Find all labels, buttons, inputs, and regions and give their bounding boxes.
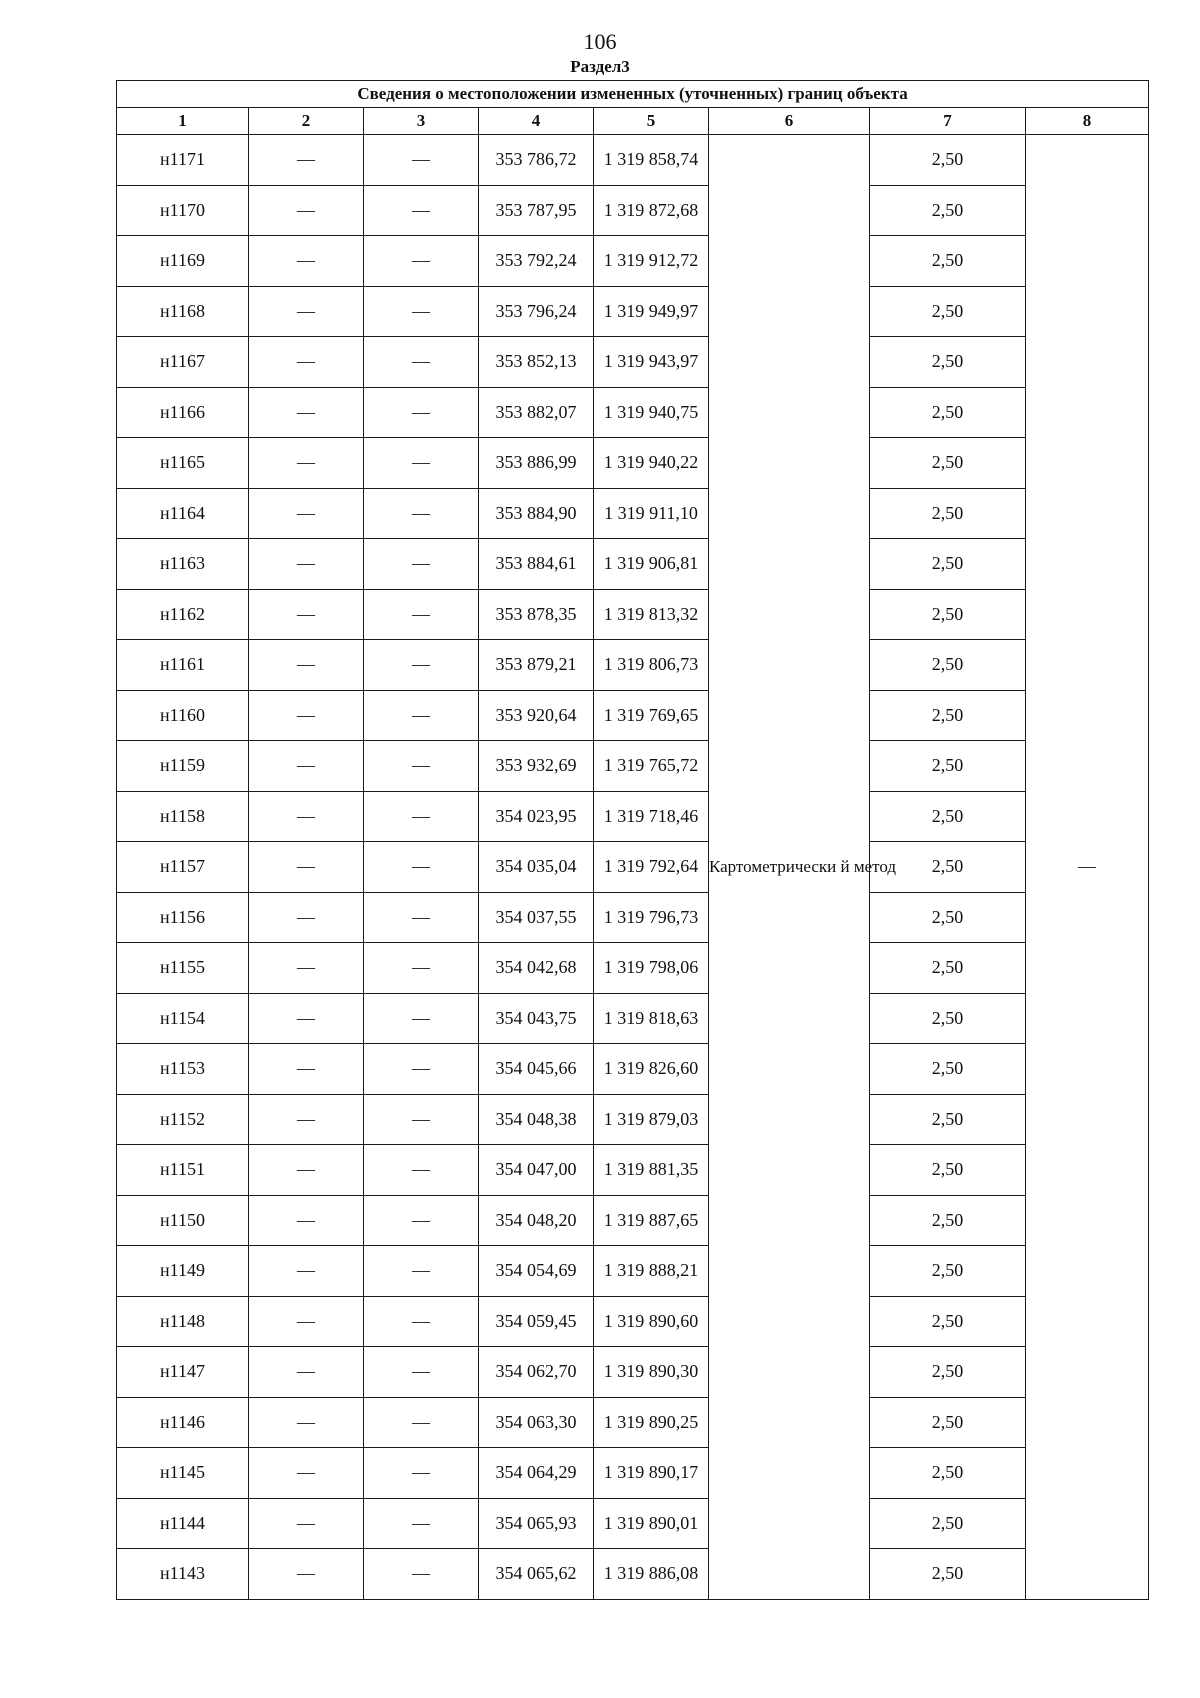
y-coordinate-cell: 1 319 890,60 — [594, 1296, 709, 1347]
column-2-cell: — — [249, 539, 364, 590]
column-3-cell: — — [364, 337, 479, 388]
accuracy-cell: 2,50 — [870, 1044, 1026, 1095]
y-coordinate-cell: 1 319 940,75 — [594, 387, 709, 438]
accuracy-cell: 2,50 — [870, 1145, 1026, 1196]
point-id-cell: н1168 — [117, 286, 249, 337]
accuracy-cell: 2,50 — [870, 387, 1026, 438]
y-coordinate-cell: 1 319 826,60 — [594, 1044, 709, 1095]
column-3-cell: — — [364, 993, 479, 1044]
column-3-cell: — — [364, 1296, 479, 1347]
table-row — [117, 135, 1149, 186]
point-id-cell: н1166 — [117, 387, 249, 438]
x-coordinate-cell: 353 920,64 — [479, 690, 594, 741]
table-row — [117, 1498, 1149, 1549]
table-row — [117, 741, 1149, 792]
x-coordinate-cell: 354 042,68 — [479, 943, 594, 994]
column-3-cell: — — [364, 943, 479, 994]
accuracy-cell: 2,50 — [870, 943, 1026, 994]
table-row — [117, 539, 1149, 590]
x-coordinate-cell: 353 792,24 — [479, 236, 594, 287]
column-2-cell: — — [249, 1145, 364, 1196]
point-id-cell: н1146 — [117, 1397, 249, 1448]
y-coordinate-cell: 1 319 718,46 — [594, 791, 709, 842]
point-id-cell: н1153 — [117, 1044, 249, 1095]
y-coordinate-cell: 1 319 881,35 — [594, 1145, 709, 1196]
y-coordinate-cell: 1 319 949,97 — [594, 286, 709, 337]
accuracy-cell: 2,50 — [870, 1246, 1026, 1297]
page-number: 106 — [583, 29, 617, 54]
point-id-cell: н1158 — [117, 791, 249, 842]
table-row — [117, 640, 1149, 691]
point-id-cell: н1143 — [117, 1549, 249, 1600]
column-2-cell: — — [249, 236, 364, 287]
column-3-cell: — — [364, 690, 479, 741]
accuracy-cell: 2,50 — [870, 993, 1026, 1044]
accuracy-cell: 2,50 — [870, 1498, 1026, 1549]
column-2-cell: — — [249, 943, 364, 994]
accuracy-cell: 2,50 — [870, 1448, 1026, 1499]
y-coordinate-cell: 1 319 912,72 — [594, 236, 709, 287]
y-coordinate-cell: 1 319 813,32 — [594, 589, 709, 640]
column-2-cell: — — [249, 741, 364, 792]
column-2-cell: — — [249, 791, 364, 842]
x-coordinate-cell: 354 043,75 — [479, 993, 594, 1044]
point-id-cell: н1171 — [117, 135, 249, 186]
column-2-cell: — — [249, 640, 364, 691]
column-2-cell: — — [249, 337, 364, 388]
accuracy-cell: 2,50 — [870, 1347, 1026, 1398]
point-id-cell: н1151 — [117, 1145, 249, 1196]
point-id-cell: н1162 — [117, 589, 249, 640]
section-label: Раздел3 — [570, 57, 630, 76]
y-coordinate-cell: 1 319 798,06 — [594, 943, 709, 994]
column-2-cell: — — [249, 1549, 364, 1600]
column-2-cell: — — [249, 135, 364, 186]
column-3-cell: — — [364, 1498, 479, 1549]
column-2-cell: — — [249, 1448, 364, 1499]
column-number: 2 — [249, 108, 364, 135]
column-number: 6 — [709, 108, 870, 135]
x-coordinate-cell: 353 879,21 — [479, 640, 594, 691]
method-cell: Картометрически й метод — [709, 135, 870, 1600]
accuracy-cell: 2,50 — [870, 741, 1026, 792]
y-coordinate-cell: 1 319 769,65 — [594, 690, 709, 741]
table-row — [117, 1094, 1149, 1145]
y-coordinate-cell: 1 319 890,17 — [594, 1448, 709, 1499]
column-3-cell: — — [364, 1549, 479, 1600]
point-id-cell: н1145 — [117, 1448, 249, 1499]
y-coordinate-cell: 1 319 872,68 — [594, 185, 709, 236]
column-3-cell: — — [364, 640, 479, 691]
x-coordinate-cell: 353 786,72 — [479, 135, 594, 186]
column-number: 4 — [479, 108, 594, 135]
point-id-cell: н1155 — [117, 943, 249, 994]
y-coordinate-cell: 1 319 887,65 — [594, 1195, 709, 1246]
column-2-cell: — — [249, 185, 364, 236]
y-coordinate-cell: 1 319 806,73 — [594, 640, 709, 691]
accuracy-cell: 2,50 — [870, 488, 1026, 539]
column-3-cell: — — [364, 488, 479, 539]
column-2-cell: — — [249, 438, 364, 489]
column-3-cell: — — [364, 135, 479, 186]
accuracy-cell: 2,50 — [870, 337, 1026, 388]
column-2-cell: — — [249, 1044, 364, 1095]
y-coordinate-cell: 1 319 890,01 — [594, 1498, 709, 1549]
column-3-cell: — — [364, 1246, 479, 1297]
y-coordinate-cell: 1 319 888,21 — [594, 1246, 709, 1297]
table-row — [117, 1246, 1149, 1297]
table-row — [117, 337, 1149, 388]
accuracy-cell: 2,50 — [870, 1397, 1026, 1448]
table-row — [117, 438, 1149, 489]
column-3-cell: — — [364, 286, 479, 337]
x-coordinate-cell: 354 059,45 — [479, 1296, 594, 1347]
boundary-coordinates-table — [116, 80, 1149, 1600]
table-row — [117, 1549, 1149, 1600]
table-title: Сведения о местоположении измененных (уточненных) границ объекта — [117, 81, 1149, 108]
table-row — [117, 488, 1149, 539]
point-id-cell: н1167 — [117, 337, 249, 388]
column-8-cell: — — [1026, 135, 1149, 1600]
column-3-cell: — — [364, 438, 479, 489]
column-3-cell: — — [364, 539, 479, 590]
y-coordinate-cell: 1 319 858,74 — [594, 135, 709, 186]
y-coordinate-cell: 1 319 906,81 — [594, 539, 709, 590]
y-coordinate-cell: 1 319 890,30 — [594, 1347, 709, 1398]
column-3-cell: — — [364, 236, 479, 287]
y-coordinate-cell: 1 319 943,97 — [594, 337, 709, 388]
column-3-cell: — — [364, 589, 479, 640]
point-id-cell: н1144 — [117, 1498, 249, 1549]
x-coordinate-cell: 353 852,13 — [479, 337, 594, 388]
accuracy-cell: 2,50 — [870, 539, 1026, 590]
y-coordinate-cell: 1 319 886,08 — [594, 1549, 709, 1600]
column-number: 3 — [364, 108, 479, 135]
accuracy-cell: 2,50 — [870, 438, 1026, 489]
table-row — [117, 943, 1149, 994]
accuracy-cell: 2,50 — [870, 640, 1026, 691]
column-number: 1 — [117, 108, 249, 135]
y-coordinate-cell: 1 319 911,10 — [594, 488, 709, 539]
column-2-cell: — — [249, 993, 364, 1044]
point-id-cell: н1169 — [117, 236, 249, 287]
column-number: 7 — [870, 108, 1026, 135]
point-id-cell: н1154 — [117, 993, 249, 1044]
point-id-cell: н1161 — [117, 640, 249, 691]
accuracy-cell: 2,50 — [870, 589, 1026, 640]
accuracy-cell: 2,50 — [870, 690, 1026, 741]
accuracy-cell: 2,50 — [870, 1094, 1026, 1145]
table-row — [117, 589, 1149, 640]
column-2-cell: — — [249, 1296, 364, 1347]
table-row — [117, 842, 1149, 893]
point-id-cell: н1147 — [117, 1347, 249, 1398]
column-2-cell: — — [249, 1195, 364, 1246]
point-id-cell: н1148 — [117, 1296, 249, 1347]
column-2-cell: — — [249, 286, 364, 337]
x-coordinate-cell: 354 054,69 — [479, 1246, 594, 1297]
accuracy-cell: 2,50 — [870, 791, 1026, 842]
x-coordinate-cell: 354 047,00 — [479, 1145, 594, 1196]
accuracy-cell: 2,50 — [870, 135, 1026, 186]
point-id-cell: н1157 — [117, 842, 249, 893]
x-coordinate-cell: 354 064,29 — [479, 1448, 594, 1499]
x-coordinate-cell: 354 062,70 — [479, 1347, 594, 1398]
column-2-cell: — — [249, 1094, 364, 1145]
table-row — [117, 690, 1149, 741]
column-3-cell: — — [364, 387, 479, 438]
table-row — [117, 1044, 1149, 1095]
table-row — [117, 1397, 1149, 1448]
x-coordinate-cell: 353 787,95 — [479, 185, 594, 236]
column-2-cell: — — [249, 1347, 364, 1398]
point-id-cell: н1159 — [117, 741, 249, 792]
column-2-cell: — — [249, 1246, 364, 1297]
point-id-cell: н1152 — [117, 1094, 249, 1145]
table-row — [117, 791, 1149, 842]
column-2-cell: — — [249, 488, 364, 539]
table-row — [117, 1145, 1149, 1196]
y-coordinate-cell: 1 319 879,03 — [594, 1094, 709, 1145]
y-coordinate-cell: 1 319 796,73 — [594, 892, 709, 943]
column-3-cell: — — [364, 791, 479, 842]
x-coordinate-cell: 354 023,95 — [479, 791, 594, 842]
column-2-cell: — — [249, 387, 364, 438]
x-coordinate-cell: 353 796,24 — [479, 286, 594, 337]
table-row — [117, 1448, 1149, 1499]
y-coordinate-cell: 1 319 765,72 — [594, 741, 709, 792]
point-id-cell: н1164 — [117, 488, 249, 539]
table-row — [117, 1296, 1149, 1347]
x-coordinate-cell: 354 048,38 — [479, 1094, 594, 1145]
table-row — [117, 236, 1149, 287]
point-id-cell: н1163 — [117, 539, 249, 590]
column-2-cell: — — [249, 589, 364, 640]
table-body — [117, 135, 1149, 1600]
column-3-cell: — — [364, 1044, 479, 1095]
point-id-cell: н1150 — [117, 1195, 249, 1246]
column-number: 8 — [1026, 108, 1149, 135]
column-3-cell: — — [364, 741, 479, 792]
accuracy-cell: 2,50 — [870, 892, 1026, 943]
column-3-cell: — — [364, 892, 479, 943]
point-id-cell: н1160 — [117, 690, 249, 741]
x-coordinate-cell: 353 882,07 — [479, 387, 594, 438]
accuracy-cell: 2,50 — [870, 1296, 1026, 1347]
column-2-cell: — — [249, 1498, 364, 1549]
point-id-cell: н1170 — [117, 185, 249, 236]
column-3-cell: — — [364, 842, 479, 893]
y-coordinate-cell: 1 319 818,63 — [594, 993, 709, 1044]
accuracy-cell: 2,50 — [870, 236, 1026, 287]
accuracy-cell: 2,50 — [870, 1195, 1026, 1246]
x-coordinate-cell: 353 886,99 — [479, 438, 594, 489]
x-coordinate-cell: 353 878,35 — [479, 589, 594, 640]
column-3-cell: — — [364, 1145, 479, 1196]
column-3-cell: — — [364, 185, 479, 236]
x-coordinate-cell: 354 045,66 — [479, 1044, 594, 1095]
column-2-cell: — — [249, 892, 364, 943]
x-coordinate-cell: 354 037,55 — [479, 892, 594, 943]
x-coordinate-cell: 354 065,62 — [479, 1549, 594, 1600]
column-2-cell: — — [249, 690, 364, 741]
column-2-cell: — — [249, 842, 364, 893]
column-2-cell: — — [249, 1397, 364, 1448]
accuracy-cell: 2,50 — [870, 1549, 1026, 1600]
x-coordinate-cell: 354 035,04 — [479, 842, 594, 893]
y-coordinate-cell: 1 319 940,22 — [594, 438, 709, 489]
accuracy-cell: 2,50 — [870, 185, 1026, 236]
point-id-cell: н1156 — [117, 892, 249, 943]
x-coordinate-cell: 353 884,90 — [479, 488, 594, 539]
point-id-cell: н1165 — [117, 438, 249, 489]
x-coordinate-cell: 354 065,93 — [479, 1498, 594, 1549]
table-row — [117, 892, 1149, 943]
table-row — [117, 387, 1149, 438]
column-3-cell: — — [364, 1397, 479, 1448]
table-row — [117, 993, 1149, 1044]
column-number: 5 — [594, 108, 709, 135]
column-3-cell: — — [364, 1094, 479, 1145]
table-row — [117, 1347, 1149, 1398]
table-row — [117, 286, 1149, 337]
point-id-cell: н1149 — [117, 1246, 249, 1297]
table-row — [117, 1195, 1149, 1246]
column-3-cell: — — [364, 1347, 479, 1398]
y-coordinate-cell: 1 319 792,64 — [594, 842, 709, 893]
x-coordinate-cell: 354 063,30 — [479, 1397, 594, 1448]
column-3-cell: — — [364, 1448, 479, 1499]
column-number-row — [117, 108, 1149, 135]
x-coordinate-cell: 353 932,69 — [479, 741, 594, 792]
accuracy-cell: 2,50 — [870, 842, 1026, 893]
y-coordinate-cell: 1 319 890,25 — [594, 1397, 709, 1448]
x-coordinate-cell: 353 884,61 — [479, 539, 594, 590]
x-coordinate-cell: 354 048,20 — [479, 1195, 594, 1246]
column-3-cell: — — [364, 1195, 479, 1246]
table-row — [117, 185, 1149, 236]
accuracy-cell: 2,50 — [870, 286, 1026, 337]
